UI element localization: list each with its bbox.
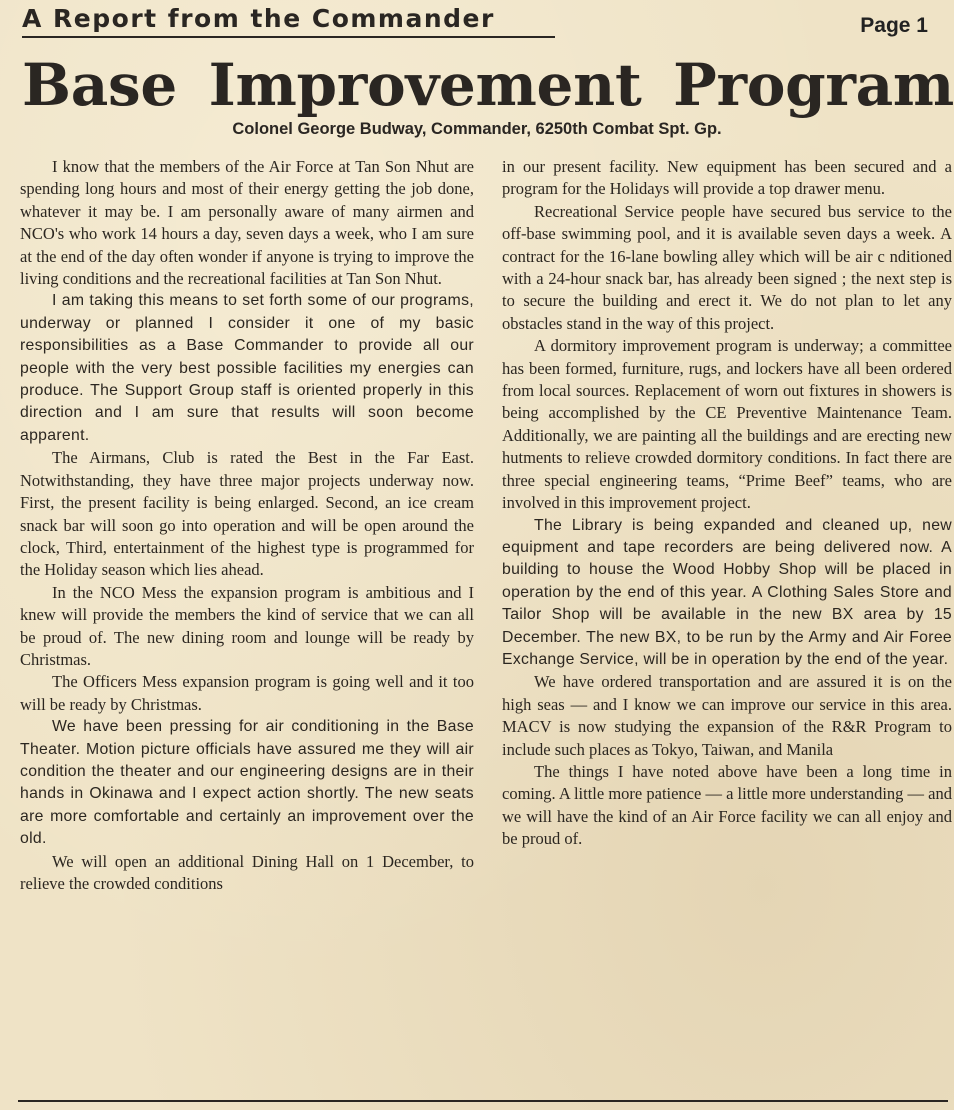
byline: Colonel George Budway, Commander, 6250th Combat Spt. Gp. (232, 120, 722, 138)
paragraph: The things I have noted above have been a long time in coming. A little more patience — a little more understanding — and we will have the kind of an Air Force facility we can all enjoy and be proud of. (502, 761, 952, 849)
paragraph: We will open an additional Dining Hall on 1 December, to relieve the crowded conditions (20, 851, 474, 893)
paragraph: Recreational Service people have secured bus service to the off-base swimming pool, and it is available seven days a week. A contract for the 16-lane bowling alley which will be air c nditioned with a 24-hour snack bar, has already been signed ; the next step is to secure the building and erect it. We do not plan to let any obstacles stand in the way of this project. (502, 201, 952, 333)
paragraph: The Officers Mess expansion program is going well and it too will be ready by Christmas. (20, 672, 474, 714)
paragraph: I know that the members of the Air Force at Tan Son Nhut are spending long hours and most of their energy getting the job done, whatever it may be. I am personally aware of many airmen and NCO's who work 14 hours a day, seven days a week, who I am sure at the end of the day often wonder if anyone is trying to improve the living conditions and the recreational facilities at Tan Son Nhut. (20, 157, 474, 289)
headline-word: Improvement (208, 51, 642, 119)
paragraph: The Airmans, Club is rated the Best in the Far East. Notwithstanding, they have three major projects underway now. First, the present facility is being enlarged. Second, an ice cream snack bar will soon go into operation and will be open around the clock, Third, entertainment of the highest type is programmed for the Holiday season which lies ahead. (20, 448, 474, 580)
kicker-underline (22, 36, 555, 38)
article-column-right (502, 156, 952, 851)
paragraph: In the NCO Mess the expansion program is ambitious and I knew will provide the members the kind of service that we can all be proud of. The new dining room and lounge will be ready by Christmas. (20, 582, 474, 669)
paragraph: We have ordered transportation and are assured it is on the high seas — and I know we can improve our service in this area. MACV is now studying the expansion of the R&R Program to include such places as Tokyo, Taiwan, and Manila (502, 672, 952, 759)
paragraph: I am taking this means to set forth some of our programs, underway or planned I consider it one of my basic responsibilities as a Base Commander to provide all our people with the very best possible facilities my energies can produce. The Support Group staff is oriented properly in this direction and I am sure that results will soon become apparent. (20, 292, 474, 444)
paragraph: in our present facility. New equipment has been secured and a program for the Holidays will provide a top drawer menu. (502, 157, 952, 199)
paragraph: We have been pressing for air conditioning in the Base Theater. Motion picture officials have assured me they will air condition the theater and our engineering designs are in their hands in Okinawa and I expect action shortly. The new seats are more comfortable and certainly an improvement over the old. (20, 718, 474, 848)
bottom-rule (18, 1100, 948, 1102)
page-number: Page 1 (860, 14, 928, 37)
article-column-left (20, 156, 474, 895)
headline-word: Base (22, 51, 177, 119)
section-kicker: A Report from the Commander (22, 4, 495, 33)
headline (22, 50, 954, 120)
headline-word: Program (673, 51, 954, 119)
paragraph: The Library is being expanded and cleaned up, new equipment and tape recorders are being delivered now. A building to house the Wood Hobby Shop will be placed in operation by the end of this year. A Clothing Sales Store and Tailor Shop will be available in the new BX area by 15 December. The new BX, to be run by the Army and Air Foree Exchange Service, will be in operation by the end of the year. (502, 516, 952, 668)
paragraph: A dormitory improvement program is underway; a committee has been formed, furniture, rugs, and lockers have all been ordered from local sources. Replacement of worn out fixtures in showers is being accomplished by the CE Preventive Maintenance Team. Additionally, we are painting all the buildings and are erecting new hutments to relieve crowded dormitory conditions. In fact there are three special engineering teams, “Prime Beef” teams, who are involved in this improvement project. (502, 336, 952, 513)
